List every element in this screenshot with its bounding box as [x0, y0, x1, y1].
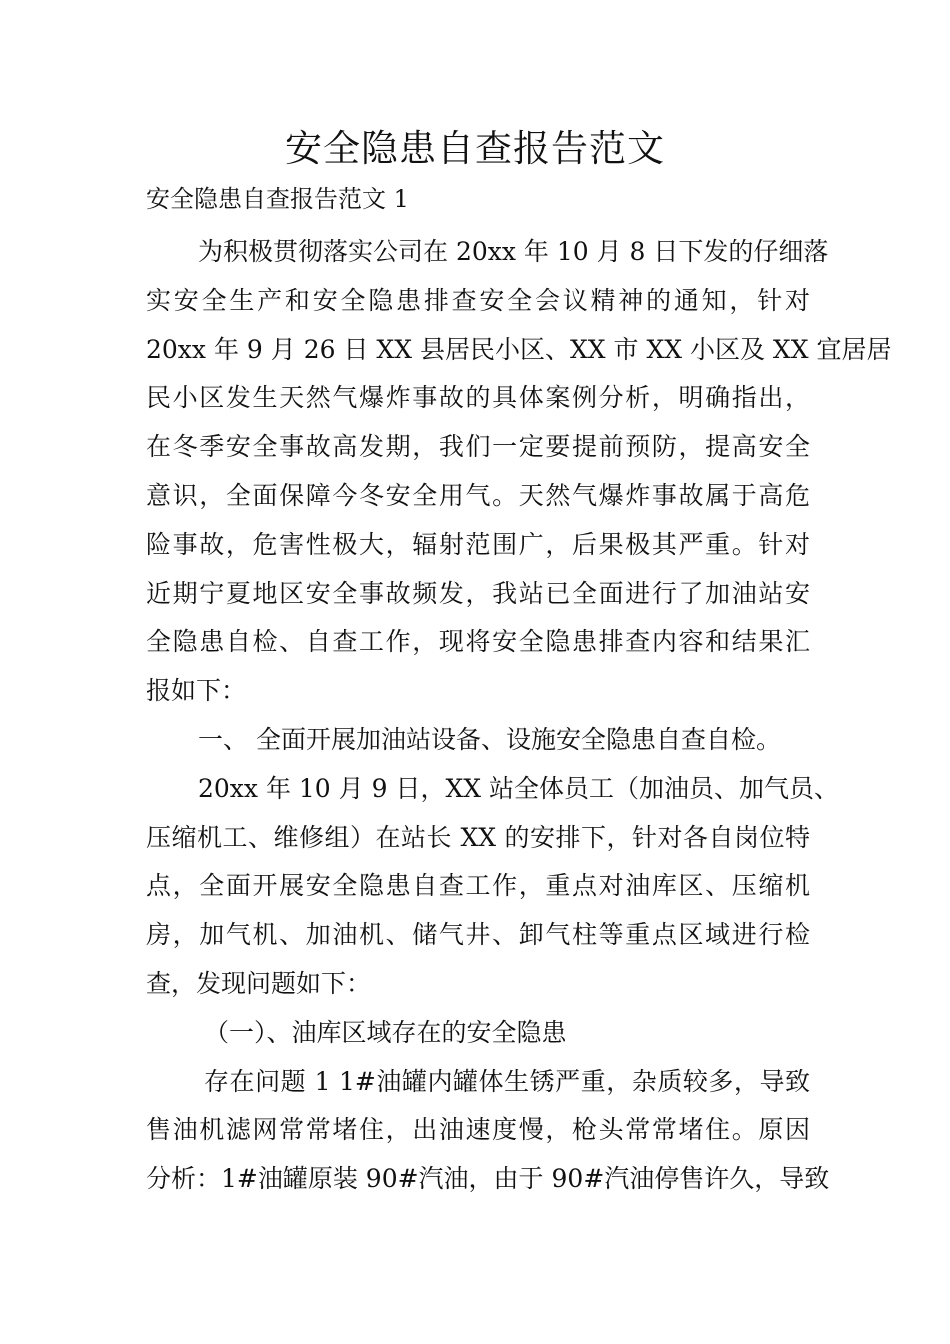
- subsection-heading: （一）、油库区域存在的安全隐患: [204, 1017, 567, 1047]
- paragraph-line: 20xx 年 9 月 26 日 XX 县居民小区、XX 市 XX 小区及 XX 宜居居: [146, 334, 892, 364]
- paragraph-line: 意识，全面保障今冬安全用气。天然气爆炸事故属于高危: [146, 480, 810, 510]
- paragraph-line: 全隐患自检、自查工作，现将安全隐患排查内容和结果汇: [146, 627, 810, 657]
- paragraph-line: 20xx 年 10 月 9 日，XX 站全体员工（加油员、加气员、: [198, 773, 840, 803]
- document-title: 安全隐患自查报告范文: [285, 127, 665, 170]
- section-heading: 一、 全面开展加油站设备、设施安全隐患自查自检。: [198, 724, 781, 754]
- paragraph-line: 险事故，危害性极大，辐射范围广，后果极其严重。针对: [146, 529, 810, 559]
- paragraph-line: 民小区发生天然气爆炸事故的具体案例分析，明确指出，: [146, 383, 810, 413]
- paragraph-line: 售油机滤网常常堵住，出油速度慢，枪头常常堵住。原因: [146, 1115, 810, 1145]
- paragraph-line: 压缩机工、维修组）在站长 XX 的安排下，针对各自岗位特: [146, 822, 810, 852]
- paragraph-line: 点，全面开展安全隐患自查工作，重点对油库区、压缩机: [146, 871, 810, 901]
- paragraph-line: 实安全生产和安全隐患排查安全会议精神的通知，针对: [146, 285, 810, 315]
- paragraph-line: 房，加气机、加油机、储气井、卸气柱等重点区域进行检: [146, 920, 810, 950]
- paragraph-line: 为积极贯彻落实公司在 20xx 年 10 月 8 日下发的仔细落: [198, 237, 829, 266]
- paragraph-line: 查，发现问题如下：: [146, 968, 372, 998]
- document-body: [146, 228, 892, 1204]
- paragraph-line: 存在问题 1 1#油罐内罐体生锈严重，杂质较多，导致: [204, 1066, 810, 1096]
- document-subtitle: 安全隐患自查报告范文 1: [146, 185, 409, 213]
- paragraph-line: 报如下：: [146, 676, 247, 706]
- paragraph-line: 近期宁夏地区安全事故频发，我站已全面进行了加油站安: [146, 578, 810, 608]
- paragraph-line: 在冬季安全事故高发期，我们一定要提前预防，提高安全: [146, 432, 810, 462]
- paragraph-line: 分析：1#油罐原装 90#汽油，由于 90#汽油停售许久，导致: [146, 1164, 830, 1194]
